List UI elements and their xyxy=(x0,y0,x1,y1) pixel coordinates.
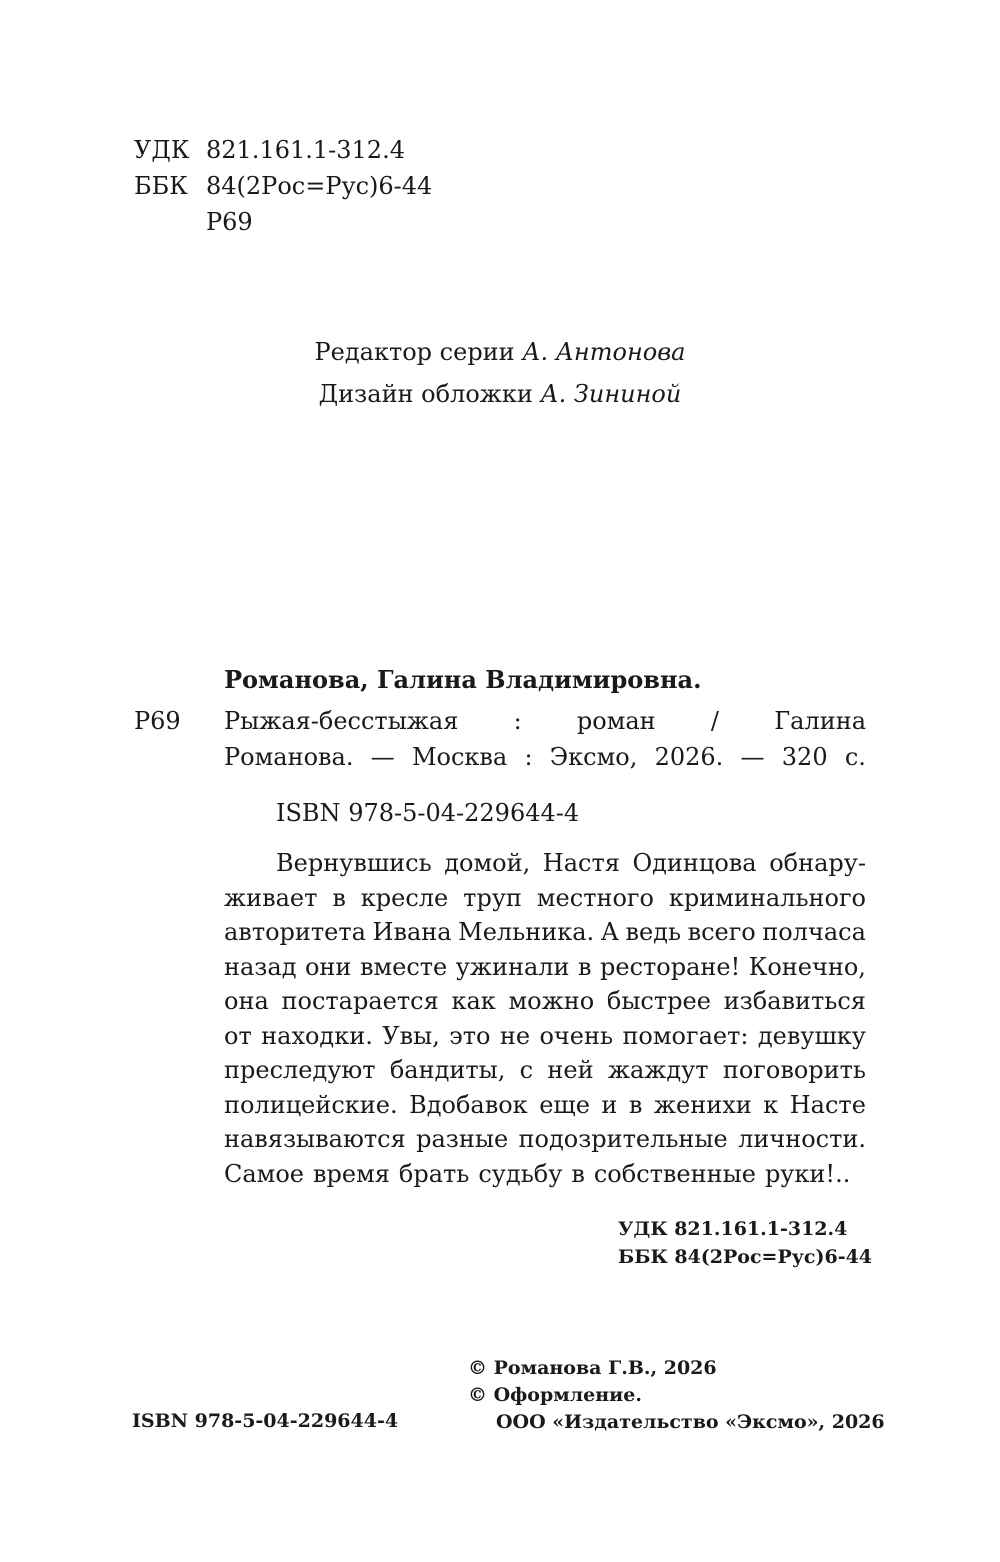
word: роман xyxy=(576,707,656,735)
word: Галина xyxy=(774,707,866,735)
word: в xyxy=(571,1159,585,1188)
word: навязываются xyxy=(224,1125,406,1153)
word: обнару- xyxy=(769,849,866,877)
copyright-block xyxy=(468,1355,885,1436)
word: ресторане! xyxy=(600,952,741,981)
word: Конечно, xyxy=(748,952,866,981)
word: время xyxy=(313,1159,390,1188)
copyright-design: © Оформление. xyxy=(468,1384,642,1406)
word: можно xyxy=(508,987,595,1015)
word: с xyxy=(519,1056,534,1084)
word: Настя xyxy=(542,849,620,877)
word: избавиться xyxy=(723,987,866,1015)
bib-line-1 xyxy=(224,703,866,739)
word: собственные xyxy=(593,1159,756,1188)
word: в xyxy=(332,883,346,912)
word: Вернувшись xyxy=(276,849,432,877)
author-heading: Романова, Галина Владимировна. xyxy=(224,665,702,694)
annotation-line xyxy=(224,1122,866,1157)
word: не xyxy=(499,1021,531,1050)
udk-row xyxy=(134,132,432,168)
bbk-value: 84(2Рос=Рус)6-44 xyxy=(206,172,433,200)
word: в xyxy=(628,1090,643,1119)
word: как xyxy=(451,987,496,1015)
word: Эксмо, xyxy=(549,743,638,771)
author-sign: Р69 xyxy=(206,208,253,236)
word: А xyxy=(600,918,619,946)
editor-credit xyxy=(0,331,1000,373)
word: Одинцова xyxy=(632,849,757,877)
word: 2026. xyxy=(654,743,724,771)
annotation-line xyxy=(224,915,866,950)
bib-line-2 xyxy=(224,739,866,775)
word: авторитета xyxy=(224,918,366,946)
word: Насте xyxy=(789,1090,866,1119)
word: разные xyxy=(416,1125,509,1153)
word: бандиты, xyxy=(389,1056,506,1084)
word: домой, xyxy=(444,849,531,877)
word: постарается xyxy=(281,987,439,1015)
design-credit xyxy=(0,373,1000,415)
word: Романова. xyxy=(224,743,354,771)
word: живает xyxy=(224,883,318,912)
classification-codes-top xyxy=(134,132,432,240)
annotation-line xyxy=(224,881,866,916)
annotation-line xyxy=(224,846,866,881)
word: труп xyxy=(463,883,522,912)
copyright-author: © Романова Г.В., 2026 xyxy=(468,1357,717,1379)
bbk-row xyxy=(134,168,432,204)
word: судьбу xyxy=(478,1159,563,1188)
word: еще xyxy=(539,1090,590,1119)
editor-role: Редактор серии xyxy=(314,338,515,366)
author-sign-left: Р69 xyxy=(134,707,181,735)
word: они xyxy=(304,952,352,981)
word: криминального xyxy=(668,883,866,912)
word: это xyxy=(449,1021,491,1050)
annotation-line xyxy=(224,984,866,1019)
word: : xyxy=(513,707,522,735)
word: назад xyxy=(224,952,297,981)
word: очень xyxy=(539,1021,614,1050)
author-sign-row xyxy=(134,204,432,240)
word: женихи xyxy=(653,1090,752,1119)
word: от xyxy=(224,1021,252,1050)
word: в xyxy=(578,952,592,981)
word: поговорить xyxy=(722,1056,866,1084)
word: 320 xyxy=(781,743,828,771)
word: — xyxy=(740,743,765,771)
word: ужинали xyxy=(455,952,570,981)
annotation-line xyxy=(224,1157,866,1192)
udk-value: 821.161.1-312.4 xyxy=(206,136,405,164)
word: к xyxy=(763,1090,779,1119)
word: Самое xyxy=(224,1159,304,1188)
annotation-line xyxy=(224,1019,866,1054)
word: : xyxy=(524,743,533,771)
word: Москва xyxy=(411,743,508,771)
word: подозрительные xyxy=(518,1125,728,1153)
credits xyxy=(0,331,1000,415)
annotation xyxy=(224,846,866,1191)
isbn-footer: ISBN 978-5-04-229644-4 xyxy=(132,1410,399,1432)
design-name: А. Зининой xyxy=(540,380,682,408)
word: личности. xyxy=(738,1125,866,1153)
word: с. xyxy=(844,743,866,771)
copyright-publisher: ООО «Издательство «Эксмо», 2026 xyxy=(496,1411,885,1433)
word: всего xyxy=(687,918,756,946)
word: помогает: xyxy=(622,1021,749,1050)
editor-name: А. Антонова xyxy=(522,338,686,366)
isbn-record: ISBN 978-5-04-229644-4 xyxy=(276,799,580,827)
word: ней xyxy=(547,1056,594,1084)
word: находки. xyxy=(261,1021,373,1050)
word: преследуют xyxy=(224,1056,376,1084)
bbk-label: ББК xyxy=(134,172,188,200)
word: брать xyxy=(398,1159,470,1188)
word: жаждут xyxy=(607,1056,709,1084)
word: / xyxy=(710,707,720,735)
udk-footer: УДК 821.161.1-312.4 xyxy=(618,1218,848,1240)
word: быстрее xyxy=(606,987,711,1015)
word: Увы, xyxy=(382,1021,440,1050)
word: местного xyxy=(536,883,654,912)
word: Ивана xyxy=(372,918,452,946)
word: Мельника. xyxy=(458,918,595,946)
udk-label: УДК xyxy=(134,136,190,164)
annotation-line xyxy=(224,1088,866,1123)
word: полицейские. xyxy=(224,1090,398,1119)
word: вместе xyxy=(359,952,448,981)
word: полчаса xyxy=(762,918,866,946)
word: — xyxy=(370,743,395,771)
word: Рыжая-бесстыжая xyxy=(224,707,459,735)
annotation-line xyxy=(224,1053,866,1088)
word: ведь xyxy=(625,918,682,946)
word: девушку xyxy=(757,1021,866,1050)
word: она xyxy=(224,987,269,1015)
word: и xyxy=(601,1090,618,1119)
design-role: Дизайн обложки xyxy=(318,380,533,408)
classification-codes-bottom xyxy=(618,1215,872,1271)
bibliographic-description xyxy=(224,703,866,775)
annotation-line xyxy=(224,950,866,985)
word: руки!.. xyxy=(764,1159,851,1188)
bbk-footer: ББК 84(2Рос=Рус)6-44 xyxy=(618,1246,873,1268)
word: Вдобавок xyxy=(409,1090,528,1119)
word: кресле xyxy=(360,883,449,912)
